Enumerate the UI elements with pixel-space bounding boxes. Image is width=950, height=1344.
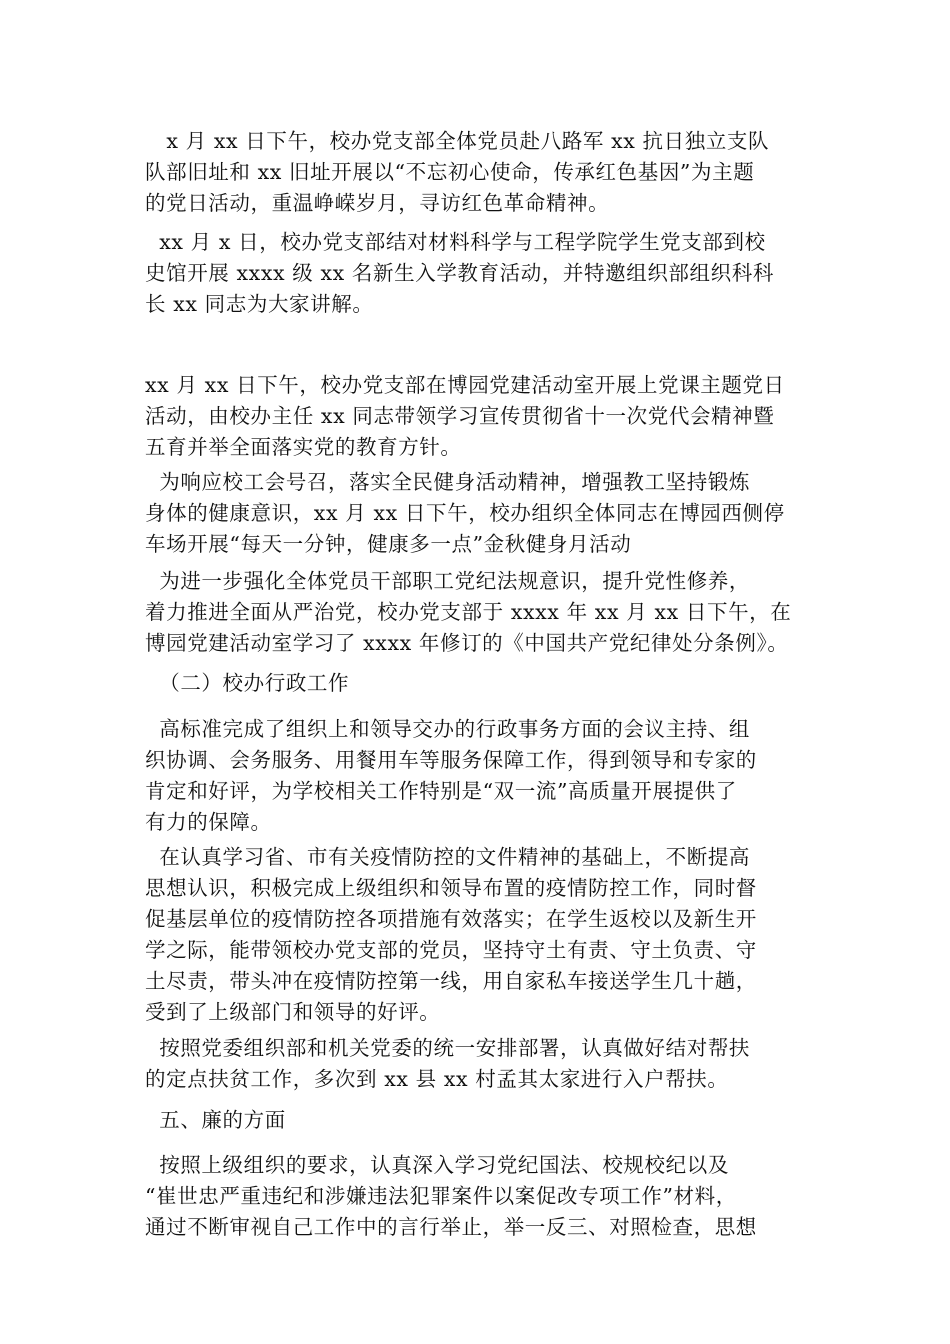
text-line: x 月 xx 日下午，校办党支部全体党员赴八路军 xx 抗日独立支队 bbox=[145, 129, 770, 153]
text-line: 按照党委组织部和机关党委的统一安排部署，认真做好结对帮扶 bbox=[145, 1036, 751, 1060]
text-line: 队部旧址和 xx 旧址开展以“不忘初心使命，传承红色基因”为主题 bbox=[145, 160, 755, 184]
text-line: 五育并举全面落实党的教育方针。 bbox=[145, 435, 462, 459]
text-line: 按照上级组织的要求，认真深入学习党纪国法、校规校纪以及 bbox=[145, 1153, 729, 1177]
text-line: xx 月 xx 日下午，校办党支部在博园党建活动室开展上党课主题党日 bbox=[145, 373, 785, 397]
text-line: 史馆开展 xxxx 级 xx 名新生入学教育活动，并特邀组织部组织科科 bbox=[145, 261, 774, 285]
text-line: 为进一步强化全体党员干部职工党纪法规意识，提升党性修养， bbox=[145, 569, 751, 593]
text-line: 的定点扶贫工作，多次到 xx 县 xx 村孟其太家进行入户帮扶。 bbox=[145, 1067, 729, 1091]
text-line: 土尽责，带头冲在疫情防控第一线，用自家私车接送学生几十趟， bbox=[145, 969, 757, 993]
text-line: 活动，由校办主任 xx 同志带领学习宣传贯彻省十一次党代会精神暨 bbox=[145, 404, 775, 428]
text-line: 为响应校工会号召，落实全民健身活动精神，增强教工坚持锻炼 bbox=[145, 470, 751, 494]
paragraph-epidemic-control bbox=[145, 842, 805, 1028]
paragraph-history-museum bbox=[145, 227, 805, 320]
paragraph-poverty-assistance bbox=[145, 1033, 805, 1095]
text-line: 身体的健康意识，xx 月 xx 日下午，校办组织全体同志在博园西侧停 bbox=[145, 501, 785, 525]
text-line: 在认真学习省、市有关疫情防控的文件精神的基础上，不断提高 bbox=[145, 845, 751, 869]
text-line: 织协调、会务服务、用餐用车等服务保障工作，得到领导和专家的 bbox=[145, 748, 757, 772]
section-heading-integrity bbox=[145, 1105, 805, 1136]
paragraph-service-support bbox=[145, 714, 805, 838]
text-line: 学之际，能带领校办党支部的党员，坚持守土有责、守土负责、守 bbox=[145, 938, 757, 962]
paragraph-fitness-activity bbox=[145, 467, 805, 560]
text-line: 长 xx 同志为大家讲解。 bbox=[145, 292, 374, 316]
heading-line: （二）校办行政工作 bbox=[145, 671, 350, 695]
section-heading-administrative-work bbox=[145, 668, 805, 699]
text-line: 思想认识，积极完成上级组织和领导布置的疫情防控工作，同时督 bbox=[145, 876, 757, 900]
text-line: 有力的保障。 bbox=[145, 810, 272, 834]
paragraph-party-lecture bbox=[145, 370, 805, 463]
text-line: xx 月 x 日，校办党支部结对材料科学与工程学院学生党支部到校 bbox=[145, 230, 766, 254]
text-line: “崔世忠严重违纪和涉嫌违法犯罪案件以案促改专项工作”材料， bbox=[145, 1184, 737, 1208]
text-line: 受到了上级部门和领导的好评。 bbox=[145, 1000, 441, 1024]
heading-line: 五、廉的方面 bbox=[145, 1108, 286, 1132]
text-line: 高标准完成了组织上和领导交办的行政事务方面的会议主持、组 bbox=[145, 717, 751, 741]
text-line: 的党日活动，重温峥嵘岁月，寻访红色革命精神。 bbox=[145, 191, 610, 215]
text-line: 车场开展“每天一分钟，健康多一点”金秋健身月活动 bbox=[145, 532, 632, 556]
paragraph-party-day-visit bbox=[145, 126, 805, 219]
text-line: 通过不断审视自己工作中的言行举止，举一反三、对照检查，思想 bbox=[145, 1215, 757, 1239]
paragraph-integrity-study bbox=[145, 1150, 805, 1243]
paragraph-discipline-study bbox=[145, 566, 805, 659]
text-line: 肯定和好评，为学校相关工作特别是“双一流”高质量开展提供了 bbox=[145, 779, 737, 803]
text-line: 促基层单位的疫情防控各项措施有效落实；在学生返校以及新生开 bbox=[145, 907, 757, 931]
text-line: 博园党建活动室学习了 xxxx 年修订的《中国共产党纪律处分条例》。 bbox=[145, 631, 789, 655]
text-line: 着力推进全面从严治党，校办党支部于 xxxx 年 xx 月 xx 日下午，在 bbox=[145, 600, 792, 624]
